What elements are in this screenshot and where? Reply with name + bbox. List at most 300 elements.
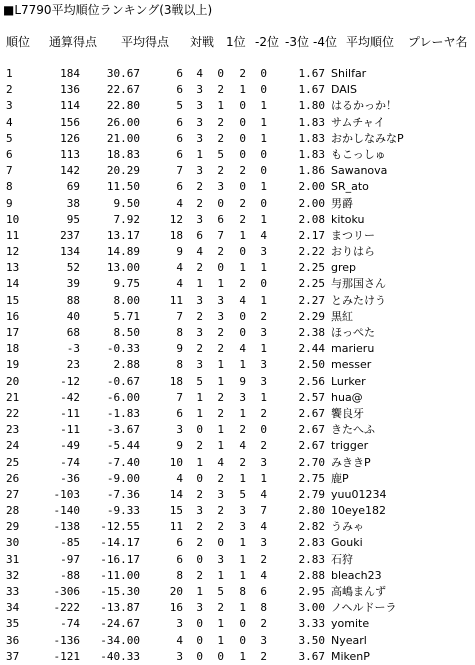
player-name-cell: Nyearl bbox=[331, 633, 367, 647]
second-place-count-cell: 3 bbox=[217, 309, 224, 323]
second-place-count-cell: 1 bbox=[217, 99, 224, 113]
average-score-cell: 9.50 bbox=[113, 196, 140, 210]
table-row bbox=[0, 487, 475, 503]
fourth-place-count-cell: 2 bbox=[260, 649, 267, 663]
average-score-cell: -0.67 bbox=[106, 374, 140, 388]
table-row bbox=[0, 649, 475, 665]
average-rank-cell: 2.44 bbox=[298, 342, 325, 356]
total-score-cell: 68 bbox=[66, 326, 80, 339]
second-place-count-cell: 2 bbox=[217, 471, 224, 485]
average-score-cell: -0.33 bbox=[106, 342, 140, 356]
first-place-count-cell: 2 bbox=[196, 196, 203, 210]
fourth-place-count-cell: 2 bbox=[260, 406, 267, 420]
player-name-cell: marieru bbox=[331, 342, 375, 356]
second-place-count-cell: 2 bbox=[217, 83, 224, 97]
total-score-cell: 126 bbox=[60, 131, 80, 145]
rank-cell: 19 bbox=[6, 358, 20, 372]
third-place-count-cell: 0 bbox=[239, 633, 246, 647]
total-score-cell: -103 bbox=[53, 487, 80, 501]
games-cell: 7 bbox=[176, 164, 183, 178]
games-cell: 4 bbox=[176, 261, 183, 275]
first-place-count-cell: 2 bbox=[196, 568, 203, 582]
third-place-count-cell: 4 bbox=[239, 342, 246, 356]
total-score-cell: -49 bbox=[60, 439, 80, 453]
average-rank-cell: 2.67 bbox=[298, 439, 325, 453]
games-cell: 18 bbox=[169, 228, 183, 242]
fourth-place-count-cell: 1 bbox=[260, 293, 267, 307]
fourth-place-count-cell: 1 bbox=[260, 471, 267, 485]
games-cell: 3 bbox=[176, 649, 183, 663]
second-place-count-cell: 1 bbox=[217, 617, 224, 631]
games-cell: 6 bbox=[176, 115, 183, 129]
second-place-count-cell: 2 bbox=[217, 342, 224, 356]
table-row bbox=[0, 66, 475, 82]
average-rank-cell: 2.22 bbox=[298, 245, 325, 259]
third-place-count-cell: 4 bbox=[239, 293, 246, 307]
fourth-place-count-cell: 0 bbox=[260, 277, 267, 291]
third-place-count-cell: 2 bbox=[239, 277, 246, 291]
third-place-count-cell: 1 bbox=[239, 649, 246, 663]
table-row bbox=[0, 276, 475, 292]
total-score-cell: 113 bbox=[60, 147, 80, 161]
average-rank-cell: 2.29 bbox=[298, 309, 325, 323]
third-place-count-cell: 8 bbox=[239, 585, 246, 598]
header-fourth-place: -4位 bbox=[313, 35, 337, 49]
fourth-place-count-cell: 1 bbox=[260, 390, 267, 404]
rank-cell: 20 bbox=[6, 374, 20, 388]
table-row bbox=[0, 357, 475, 373]
games-cell: 9 bbox=[176, 439, 183, 453]
rank-cell: 18 bbox=[6, 342, 20, 356]
total-score-cell: -74 bbox=[60, 617, 80, 631]
fourth-place-count-cell: 1 bbox=[260, 261, 267, 275]
games-cell: 6 bbox=[176, 83, 183, 97]
average-rank-cell: 1.86 bbox=[298, 164, 325, 178]
games-cell: 6 bbox=[176, 180, 183, 194]
third-place-count-cell: 1 bbox=[239, 568, 246, 582]
average-rank-cell: 2.67 bbox=[298, 406, 325, 420]
first-place-count-cell: 2 bbox=[196, 309, 203, 323]
rank-cell: 9 bbox=[6, 196, 13, 210]
total-score-cell: 156 bbox=[60, 115, 80, 129]
third-place-count-cell: 1 bbox=[239, 261, 246, 275]
games-cell: 18 bbox=[169, 374, 183, 388]
player-name-cell: ノヘルドーラ bbox=[331, 601, 397, 615]
games-cell: 7 bbox=[176, 390, 183, 404]
player-name-cell: SR_ato bbox=[331, 180, 369, 194]
average-rank-cell: 3.00 bbox=[298, 601, 325, 615]
total-score-cell: 39 bbox=[66, 277, 80, 291]
first-place-count-cell: 0 bbox=[196, 649, 203, 663]
rank-cell: 2 bbox=[6, 83, 13, 97]
second-place-count-cell: 3 bbox=[217, 552, 224, 566]
average-score-cell: -13.87 bbox=[100, 601, 140, 615]
total-score-cell: 69 bbox=[66, 180, 80, 194]
average-score-cell: 14.89 bbox=[106, 245, 140, 259]
third-place-count-cell: 1 bbox=[239, 228, 246, 242]
second-place-count-cell: 1 bbox=[217, 568, 224, 582]
total-score-cell: -121 bbox=[53, 649, 80, 663]
player-name-cell: きたへふ bbox=[331, 423, 375, 437]
first-place-count-cell: 3 bbox=[196, 293, 203, 307]
first-place-count-cell: 3 bbox=[196, 83, 203, 97]
player-name-cell: 黒紅 bbox=[331, 309, 353, 323]
total-score-cell: 88 bbox=[66, 293, 80, 307]
rank-cell: 24 bbox=[6, 439, 20, 453]
average-rank-cell: 2.25 bbox=[298, 277, 325, 291]
player-name-cell: 石狩 bbox=[331, 552, 353, 566]
player-name-cell: hua@ bbox=[331, 390, 363, 404]
first-place-count-cell: 0 bbox=[196, 423, 203, 437]
third-place-count-cell: 0 bbox=[239, 180, 246, 194]
average-score-cell: -34.00 bbox=[100, 633, 140, 647]
average-rank-cell: 2.79 bbox=[298, 487, 325, 501]
third-place-count-cell: 0 bbox=[239, 326, 246, 339]
player-name-cell: おりはら bbox=[331, 245, 375, 259]
average-score-cell: -7.36 bbox=[106, 487, 140, 501]
header-games: 対戦 bbox=[190, 35, 215, 49]
average-score-cell: 13.00 bbox=[106, 261, 140, 275]
player-name-cell: yomite bbox=[331, 617, 370, 631]
fourth-place-count-cell: 2 bbox=[260, 552, 267, 566]
rank-cell: 8 bbox=[6, 180, 13, 194]
second-place-count-cell: 2 bbox=[217, 601, 224, 615]
first-place-count-cell: 3 bbox=[196, 164, 203, 178]
first-place-count-cell: 3 bbox=[196, 115, 203, 129]
table-row bbox=[0, 244, 475, 260]
rank-cell: 13 bbox=[6, 261, 20, 275]
games-cell: 11 bbox=[169, 293, 183, 307]
second-place-count-cell: 0 bbox=[217, 649, 224, 663]
first-place-count-cell: 0 bbox=[196, 471, 203, 485]
table-row bbox=[0, 82, 475, 98]
second-place-count-cell: 1 bbox=[217, 277, 224, 291]
second-place-count-cell: 0 bbox=[217, 67, 224, 80]
second-place-count-cell: 0 bbox=[217, 196, 224, 210]
first-place-count-cell: 2 bbox=[196, 439, 203, 453]
games-cell: 20 bbox=[169, 585, 183, 598]
second-place-count-cell: 5 bbox=[217, 147, 224, 161]
header-first-place: 1位 bbox=[226, 35, 246, 49]
second-place-count-cell: 3 bbox=[217, 487, 224, 501]
header-rank: 順位 bbox=[6, 35, 31, 49]
average-rank-cell: 1.83 bbox=[298, 147, 325, 161]
rank-cell: 10 bbox=[6, 212, 20, 226]
average-score-cell: 8.50 bbox=[113, 326, 140, 339]
first-place-count-cell: 2 bbox=[196, 180, 203, 194]
second-place-count-cell: 2 bbox=[217, 390, 224, 404]
average-score-cell: -3.67 bbox=[106, 423, 140, 437]
page-title: ■L7790平均順位ランキング(3戦以上) bbox=[3, 3, 213, 17]
rank-cell: 4 bbox=[6, 115, 13, 129]
second-place-count-cell: 2 bbox=[217, 406, 224, 420]
table-row bbox=[0, 455, 475, 471]
average-score-cell: 22.80 bbox=[106, 99, 140, 113]
average-score-cell: 18.83 bbox=[106, 147, 140, 161]
games-cell: 4 bbox=[176, 196, 183, 210]
rank-cell: 22 bbox=[6, 406, 20, 420]
third-place-count-cell: 1 bbox=[239, 83, 246, 97]
fourth-place-count-cell: 0 bbox=[260, 67, 267, 80]
average-rank-cell: 2.38 bbox=[298, 326, 325, 339]
average-score-cell: -1.83 bbox=[106, 406, 140, 420]
first-place-count-cell: 1 bbox=[196, 147, 203, 161]
rank-cell: 16 bbox=[6, 309, 20, 323]
table-row bbox=[0, 535, 475, 551]
player-name-cell: もこっしゅ bbox=[331, 147, 386, 161]
games-cell: 4 bbox=[176, 633, 183, 647]
average-score-cell: -24.67 bbox=[100, 617, 140, 631]
player-name-cell: うみゃ bbox=[331, 520, 364, 534]
table-header bbox=[0, 34, 475, 50]
third-place-count-cell: 0 bbox=[239, 115, 246, 129]
average-score-cell: 30.67 bbox=[106, 67, 140, 80]
average-rank-cell: 2.75 bbox=[298, 471, 325, 485]
table-row bbox=[0, 325, 475, 341]
second-place-count-cell: 2 bbox=[217, 131, 224, 145]
rank-cell: 30 bbox=[6, 536, 20, 550]
third-place-count-cell: 0 bbox=[239, 245, 246, 259]
player-name-cell: とみたけう bbox=[331, 293, 386, 307]
table-row bbox=[0, 115, 475, 131]
fourth-place-count-cell: 0 bbox=[260, 164, 267, 178]
table-row bbox=[0, 471, 475, 487]
player-name-cell: kitoku bbox=[331, 212, 365, 226]
games-cell: 15 bbox=[169, 504, 183, 518]
average-score-cell: 11.50 bbox=[106, 180, 140, 194]
second-place-count-cell: 1 bbox=[217, 633, 224, 647]
first-place-count-cell: 3 bbox=[196, 212, 203, 226]
table-row bbox=[0, 98, 475, 114]
fourth-place-count-cell: 1 bbox=[260, 342, 267, 356]
average-rank-cell: 2.27 bbox=[298, 293, 325, 307]
table-row bbox=[0, 584, 475, 600]
header-second-place: -2位 bbox=[255, 35, 279, 49]
table-row bbox=[0, 633, 475, 649]
fourth-place-count-cell: 3 bbox=[260, 245, 267, 259]
player-name-cell: grep bbox=[331, 261, 357, 275]
rank-cell: 21 bbox=[6, 390, 20, 404]
total-score-cell: -11 bbox=[60, 406, 80, 420]
rank-cell: 15 bbox=[6, 293, 20, 307]
table-row bbox=[0, 406, 475, 422]
average-score-cell: 20.29 bbox=[106, 164, 140, 178]
second-place-count-cell: 0 bbox=[217, 536, 224, 550]
first-place-count-cell: 2 bbox=[196, 342, 203, 356]
table-row bbox=[0, 260, 475, 276]
total-score-cell: -222 bbox=[53, 601, 80, 615]
first-place-count-cell: 3 bbox=[196, 358, 203, 372]
first-place-count-cell: 3 bbox=[196, 99, 203, 113]
table-row bbox=[0, 293, 475, 309]
player-name-cell: Lurker bbox=[331, 374, 366, 388]
rank-cell: 37 bbox=[6, 649, 20, 663]
third-place-count-cell: 5 bbox=[239, 487, 246, 501]
average-rank-cell: 2.57 bbox=[298, 390, 325, 404]
fourth-place-count-cell: 0 bbox=[260, 147, 267, 161]
second-place-count-cell: 4 bbox=[217, 455, 224, 469]
player-name-cell: 鹿P bbox=[331, 471, 349, 485]
average-score-cell: -9.00 bbox=[106, 471, 140, 485]
total-score-cell: -97 bbox=[60, 552, 80, 566]
first-place-count-cell: 0 bbox=[196, 633, 203, 647]
average-score-cell: 2.88 bbox=[113, 358, 140, 372]
games-cell: 8 bbox=[176, 568, 183, 582]
rank-cell: 1 bbox=[6, 67, 13, 80]
average-score-cell: -5.44 bbox=[106, 439, 140, 453]
total-score-cell: -88 bbox=[60, 568, 80, 582]
player-name-cell: 高嶋まんず bbox=[331, 585, 386, 598]
rank-cell: 5 bbox=[6, 131, 13, 145]
games-cell: 5 bbox=[176, 99, 183, 113]
rank-cell: 27 bbox=[6, 487, 20, 501]
rank-cell: 7 bbox=[6, 164, 13, 178]
table-row bbox=[0, 519, 475, 535]
games-cell: 4 bbox=[176, 277, 183, 291]
second-place-count-cell: 1 bbox=[217, 439, 224, 453]
games-cell: 3 bbox=[176, 617, 183, 631]
first-place-count-cell: 0 bbox=[196, 617, 203, 631]
second-place-count-cell: 0 bbox=[217, 261, 224, 275]
total-score-cell: 52 bbox=[66, 261, 80, 275]
total-score-cell: 136 bbox=[60, 83, 80, 97]
total-score-cell: -42 bbox=[60, 390, 80, 404]
rank-cell: 26 bbox=[6, 471, 20, 485]
first-place-count-cell: 2 bbox=[196, 487, 203, 501]
third-place-count-cell: 2 bbox=[239, 164, 246, 178]
fourth-place-count-cell: 6 bbox=[260, 585, 267, 598]
total-score-cell: 23 bbox=[66, 358, 80, 372]
total-score-cell: 134 bbox=[60, 245, 80, 259]
third-place-count-cell: 1 bbox=[239, 536, 246, 550]
fourth-place-count-cell: 8 bbox=[260, 601, 267, 615]
first-place-count-cell: 3 bbox=[196, 601, 203, 615]
third-place-count-cell: 2 bbox=[239, 212, 246, 226]
average-score-cell: -6.00 bbox=[106, 390, 140, 404]
fourth-place-count-cell: 1 bbox=[260, 131, 267, 145]
rank-cell: 33 bbox=[6, 585, 20, 598]
total-score-cell: 95 bbox=[66, 212, 80, 226]
table-row bbox=[0, 341, 475, 357]
player-name-cell: bleach23 bbox=[331, 568, 382, 582]
player-name-cell: 与那国さん bbox=[331, 277, 386, 291]
fourth-place-count-cell: 1 bbox=[260, 99, 267, 113]
average-score-cell: 7.92 bbox=[113, 212, 140, 226]
header-third-place: -3位 bbox=[285, 35, 309, 49]
average-rank-cell: 3.50 bbox=[298, 633, 325, 647]
player-name-cell: MikenP bbox=[331, 649, 370, 663]
third-place-count-cell: 0 bbox=[239, 131, 246, 145]
average-score-cell: -40.33 bbox=[100, 649, 140, 663]
header-player-name: プレーヤ名 bbox=[408, 35, 468, 49]
table-row bbox=[0, 163, 475, 179]
player-name-cell: サムチャイ bbox=[331, 115, 385, 129]
average-rank-cell: 1.83 bbox=[298, 115, 325, 129]
player-name-cell: おかしなみなP bbox=[331, 131, 404, 145]
second-place-count-cell: 7 bbox=[217, 228, 224, 242]
total-score-cell: 38 bbox=[66, 196, 80, 210]
player-name-cell: Gouki bbox=[331, 536, 363, 550]
table-row bbox=[0, 228, 475, 244]
average-rank-cell: 3.67 bbox=[298, 649, 325, 663]
total-score-cell: -306 bbox=[53, 585, 80, 598]
third-place-count-cell: 0 bbox=[239, 99, 246, 113]
third-place-count-cell: 3 bbox=[239, 520, 246, 534]
average-rank-cell: 2.82 bbox=[298, 520, 325, 534]
total-score-cell: -85 bbox=[60, 536, 80, 550]
games-cell: 6 bbox=[176, 131, 183, 145]
first-place-count-cell: 6 bbox=[196, 228, 203, 242]
table-row bbox=[0, 212, 475, 228]
average-rank-cell: 2.67 bbox=[298, 423, 325, 437]
games-cell: 6 bbox=[176, 406, 183, 420]
average-score-cell: 21.00 bbox=[106, 131, 140, 145]
third-place-count-cell: 1 bbox=[239, 471, 246, 485]
games-cell: 9 bbox=[176, 245, 183, 259]
fourth-place-count-cell: 0 bbox=[260, 83, 267, 97]
average-score-cell: 26.00 bbox=[106, 115, 140, 129]
header-total-score: 通算得点 bbox=[49, 35, 98, 49]
games-cell: 7 bbox=[176, 309, 183, 323]
games-cell: 10 bbox=[169, 455, 183, 469]
average-score-cell: 9.75 bbox=[113, 277, 140, 291]
second-place-count-cell: 1 bbox=[217, 423, 224, 437]
average-score-cell: -9.33 bbox=[106, 504, 140, 518]
fourth-place-count-cell: 3 bbox=[260, 455, 267, 469]
average-rank-cell: 1.67 bbox=[298, 83, 325, 97]
games-cell: 4 bbox=[176, 471, 183, 485]
average-rank-cell: 2.56 bbox=[298, 374, 325, 388]
rank-cell: 32 bbox=[6, 568, 20, 582]
average-rank-cell: 1.83 bbox=[298, 131, 325, 145]
fourth-place-count-cell: 4 bbox=[260, 568, 267, 582]
second-place-count-cell: 1 bbox=[217, 358, 224, 372]
total-score-cell: -3 bbox=[66, 342, 80, 356]
rank-cell: 11 bbox=[6, 228, 20, 242]
average-rank-cell: 2.88 bbox=[298, 568, 325, 582]
rank-cell: 31 bbox=[6, 552, 20, 566]
total-score-cell: 237 bbox=[60, 228, 80, 242]
third-place-count-cell: 9 bbox=[239, 374, 246, 388]
average-rank-cell: 2.50 bbox=[298, 358, 325, 372]
games-cell: 6 bbox=[176, 552, 183, 566]
second-place-count-cell: 2 bbox=[217, 326, 224, 339]
average-rank-cell: 3.33 bbox=[298, 617, 325, 631]
total-score-cell: 40 bbox=[66, 309, 80, 323]
total-score-cell: -74 bbox=[60, 455, 80, 469]
average-rank-cell: 1.67 bbox=[298, 67, 325, 80]
player-name-cell: yuu01234 bbox=[331, 487, 387, 501]
games-cell: 16 bbox=[169, 601, 183, 615]
games-cell: 11 bbox=[169, 520, 183, 534]
table-row bbox=[0, 179, 475, 195]
games-cell: 14 bbox=[169, 487, 183, 501]
first-place-count-cell: 0 bbox=[196, 552, 203, 566]
second-place-count-cell: 5 bbox=[217, 585, 224, 598]
games-cell: 8 bbox=[176, 326, 183, 339]
rank-cell: 23 bbox=[6, 423, 20, 437]
first-place-count-cell: 3 bbox=[196, 326, 203, 339]
third-place-count-cell: 3 bbox=[239, 390, 246, 404]
average-score-cell: -12.55 bbox=[100, 520, 140, 534]
total-score-cell: -11 bbox=[60, 423, 80, 437]
rank-cell: 14 bbox=[6, 277, 20, 291]
total-score-cell: 114 bbox=[60, 99, 80, 113]
player-name-cell: Sawanova bbox=[331, 164, 388, 178]
fourth-place-count-cell: 4 bbox=[260, 228, 267, 242]
games-cell: 6 bbox=[176, 536, 183, 550]
table-row bbox=[0, 374, 475, 390]
